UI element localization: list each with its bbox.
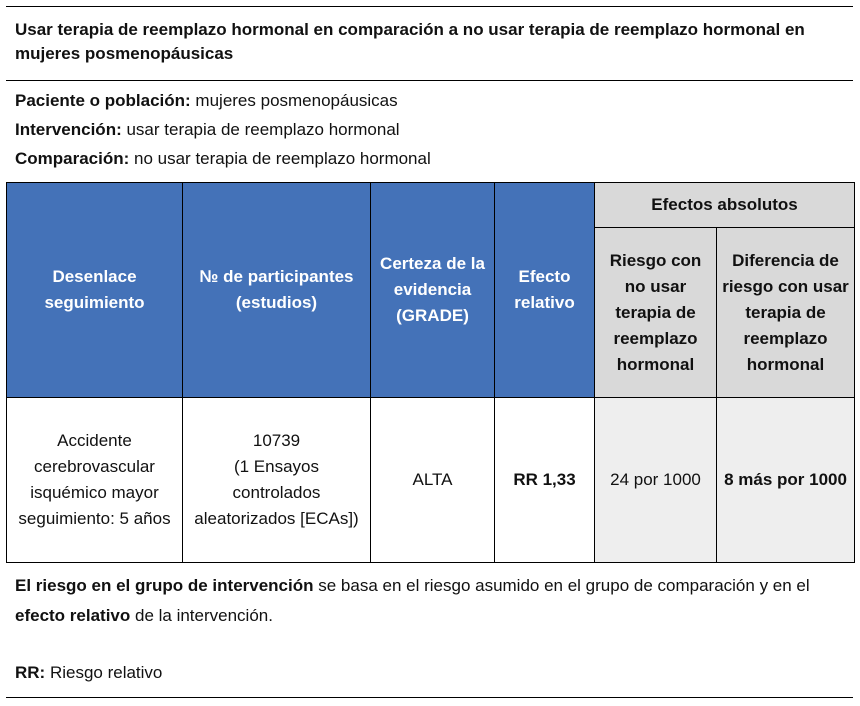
cell-certainty: ALTA bbox=[371, 398, 495, 563]
abbreviation-label: RR: bbox=[15, 663, 46, 682]
cell-participants bbox=[183, 398, 371, 563]
intervention-line bbox=[15, 118, 400, 142]
comparison-line bbox=[15, 147, 431, 171]
intervention-value: usar terapia de reemplazo hormonal bbox=[121, 120, 400, 139]
header-risk-control: Riesgo con no usar terapia de reemplazo hormonal bbox=[595, 228, 717, 398]
cell-risk-difference: 8 más por 1000 bbox=[717, 398, 855, 563]
summary-of-findings-table bbox=[6, 182, 855, 563]
population-value: mujeres posmenopáusicas bbox=[190, 91, 398, 110]
comparison-value: no usar terapia de reemplazo hormonal bbox=[129, 149, 431, 168]
header-relative-effect: Efecto relativo bbox=[495, 183, 595, 398]
participants-count: 10739 bbox=[252, 431, 301, 450]
header-absolute-effects: Efectos absolutos bbox=[595, 183, 855, 228]
table-row bbox=[7, 398, 855, 563]
intervention-label: Intervención: bbox=[15, 120, 122, 139]
abbreviation-value: Riesgo relativo bbox=[45, 663, 163, 682]
footnote bbox=[15, 571, 845, 631]
header-participants: № de participantes (estudios) bbox=[183, 183, 371, 398]
cell-risk-control: 24 por 1000 bbox=[595, 398, 717, 563]
abbreviation-line bbox=[15, 658, 845, 688]
bottom-rule bbox=[6, 697, 853, 698]
footnote-text-1: se basa en el riesgo asumido en el grupo de comparación y en el bbox=[313, 576, 810, 595]
header-certainty: Certeza de la evidencia (GRADE) bbox=[371, 183, 495, 398]
cell-relative-effect: RR 1,33 bbox=[495, 398, 595, 563]
title-rule bbox=[6, 80, 853, 81]
footnote-bold-2: efecto relativo bbox=[15, 606, 131, 625]
comparison-label: Comparación: bbox=[15, 149, 130, 168]
participants-studies: (1 Ensayos controlados aleatorizados [ECAs]) bbox=[194, 457, 359, 528]
population-line bbox=[15, 89, 398, 113]
table-title: Usar terapia de reemplazo hormonal en comparación a no usar terapia de reemplazo hormonal en mujeres posmenopáusicas bbox=[15, 20, 805, 63]
population-label: Paciente o población: bbox=[15, 91, 191, 110]
cell-outcome: Accidente cerebrovascular isquémico mayor seguimiento: 5 años bbox=[7, 398, 183, 563]
top-rule bbox=[6, 6, 853, 7]
header-risk-difference: Diferencia de riesgo con usar terapia de reemplazo hormonal bbox=[717, 228, 855, 398]
header-outcome: Desenlace seguimiento bbox=[7, 183, 183, 398]
footnote-bold-1: El riesgo en el grupo de intervención bbox=[15, 576, 314, 595]
footnote-text-2: de la intervención. bbox=[130, 606, 273, 625]
